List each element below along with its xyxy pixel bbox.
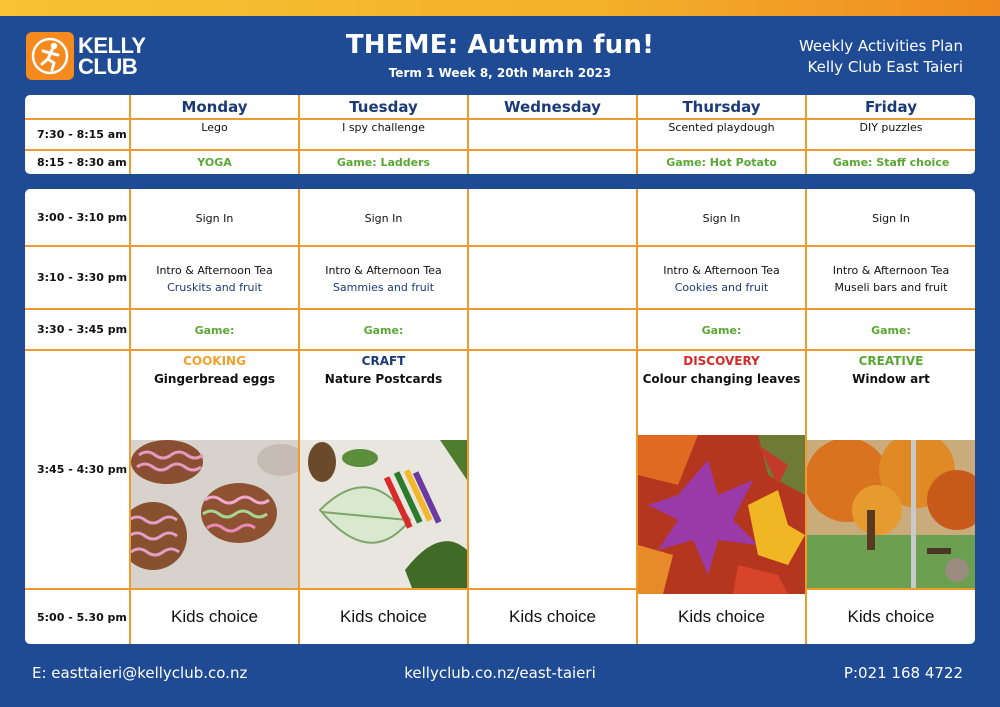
cell-tue-early: I spy challenge <box>342 121 425 134</box>
logo-text-kelly: KELLY <box>78 33 146 58</box>
cell-mon-early: Lego <box>201 121 228 134</box>
logo-wordmark <box>78 35 146 77</box>
time-slot-label: 7:30 - 8:15 am <box>37 128 127 141</box>
top-accent-bar <box>0 0 1000 16</box>
activity-title: Colour changing leaves <box>642 372 801 386</box>
cell-fri-late: Game: Staff choice <box>832 156 950 169</box>
cell-tue-activity <box>300 354 467 386</box>
cell-mon-tea <box>131 264 298 294</box>
row-divider <box>25 149 975 151</box>
footer-phone[interactable]: P:021 168 4722 <box>843 664 963 682</box>
autumn-tree-photo <box>807 440 975 588</box>
cell-mon-game: Game: <box>194 324 235 337</box>
cell-thu-signin: Sign In <box>702 212 741 225</box>
column-divider <box>467 189 469 644</box>
day-header-tuesday: Tuesday <box>349 98 418 116</box>
theme-subtitle: Term 1 Week 8, 20th March 2023 <box>388 66 612 80</box>
snack-label: Museli bars and fruit <box>834 281 948 294</box>
cell-thu-kids: Kids choice <box>678 607 765 626</box>
row-divider <box>25 349 975 351</box>
tea-label: Intro & Afternoon Tea <box>832 264 950 277</box>
cell-mon-signin: Sign In <box>195 212 234 225</box>
cell-thu-game: Game: <box>701 324 742 337</box>
activity-title: Nature Postcards <box>324 372 443 386</box>
activity-title: Window art <box>852 372 930 386</box>
cell-thu-tea <box>638 264 805 294</box>
cell-tue-game: Game: <box>363 324 404 337</box>
cell-fri-game: Game: <box>871 324 911 337</box>
row-divider <box>25 308 975 310</box>
row-divider <box>25 588 975 590</box>
cell-thu-activity <box>638 354 805 386</box>
cell-tue-tea <box>300 264 467 294</box>
activity-category: COOKING <box>183 354 246 368</box>
cell-tue-late: Game: Ladders <box>336 156 431 169</box>
cell-fri-tea <box>807 264 975 294</box>
day-header-thursday: Thursday <box>682 98 761 116</box>
snack-label: Cruskits and fruit <box>167 281 262 294</box>
logo-text-club: CLUB <box>78 54 138 79</box>
nature-postcards-photo <box>300 440 467 588</box>
cell-fri-early: DIY puzzles <box>859 121 923 134</box>
activity-category: CRAFT <box>361 354 406 368</box>
header-center <box>300 30 700 80</box>
time-slot-label: 5:00 - 5.30 pm <box>37 610 127 624</box>
snack-label: Cookies and fruit <box>674 281 769 294</box>
running-child-icon <box>26 32 74 80</box>
cell-mon-activity <box>131 354 298 386</box>
snack-label: Sammies and fruit <box>332 281 435 294</box>
header-right <box>799 36 963 78</box>
day-header-monday: Monday <box>181 98 248 116</box>
day-header-wednesday: Wednesday <box>504 98 601 116</box>
footer-website[interactable]: kellyclub.co.nz/east-taieri <box>404 664 596 682</box>
cell-wed-kids: Kids choice <box>509 607 596 626</box>
cell-wed-activity <box>469 354 636 358</box>
afternoon-schedule-panel <box>25 189 975 644</box>
activity-category: CREATIVE <box>858 354 924 368</box>
cell-fri-signin: Sign In <box>872 212 910 225</box>
cell-fri-activity <box>807 354 975 386</box>
tea-label: Intro & Afternoon Tea <box>156 264 273 277</box>
footer-email[interactable]: E: easttaieri@kellyclub.co.nz <box>32 664 248 682</box>
tea-label: Intro & Afternoon Tea <box>325 264 442 277</box>
time-slot-label: 3:30 - 3:45 pm <box>37 323 128 336</box>
gingerbread-eggs-photo <box>131 440 298 588</box>
cell-mon-kids: Kids choice <box>171 607 258 626</box>
cell-tue-signin: Sign In <box>364 212 403 225</box>
cell-thu-late: Game: Hot Potato <box>666 156 777 169</box>
time-slot-label: 3:00 - 3:10 pm <box>37 210 128 224</box>
activity-title: Gingerbread eggs <box>153 372 276 386</box>
cell-mon-late: YOGA <box>197 156 232 169</box>
tea-label: Intro & Afternoon Tea <box>663 264 780 277</box>
plan-title: Weekly Activities Plan <box>798 37 963 55</box>
day-header-friday: Friday <box>864 98 917 116</box>
kelly-club-logo[interactable] <box>26 31 156 81</box>
row-divider <box>25 245 975 247</box>
cell-tue-kids: Kids choice <box>340 607 427 626</box>
time-slot-label: 8:15 - 8:30 am <box>37 156 127 169</box>
club-name: Kelly Club East Taieri <box>807 58 963 76</box>
autumn-leaves-photo <box>638 435 805 594</box>
cell-fri-kids: Kids choice <box>847 607 935 626</box>
activity-category: DISCOVERY <box>683 354 760 368</box>
row-divider <box>25 118 975 120</box>
cell-thu-early: Scented playdough <box>668 121 775 134</box>
theme-title: THEME: Autumn fun! <box>345 30 655 60</box>
morning-schedule-panel <box>25 95 975 174</box>
time-slot-label: 3:10 - 3:30 pm <box>37 271 128 284</box>
time-slot-label: 3:45 - 4:30 pm <box>37 463 128 476</box>
